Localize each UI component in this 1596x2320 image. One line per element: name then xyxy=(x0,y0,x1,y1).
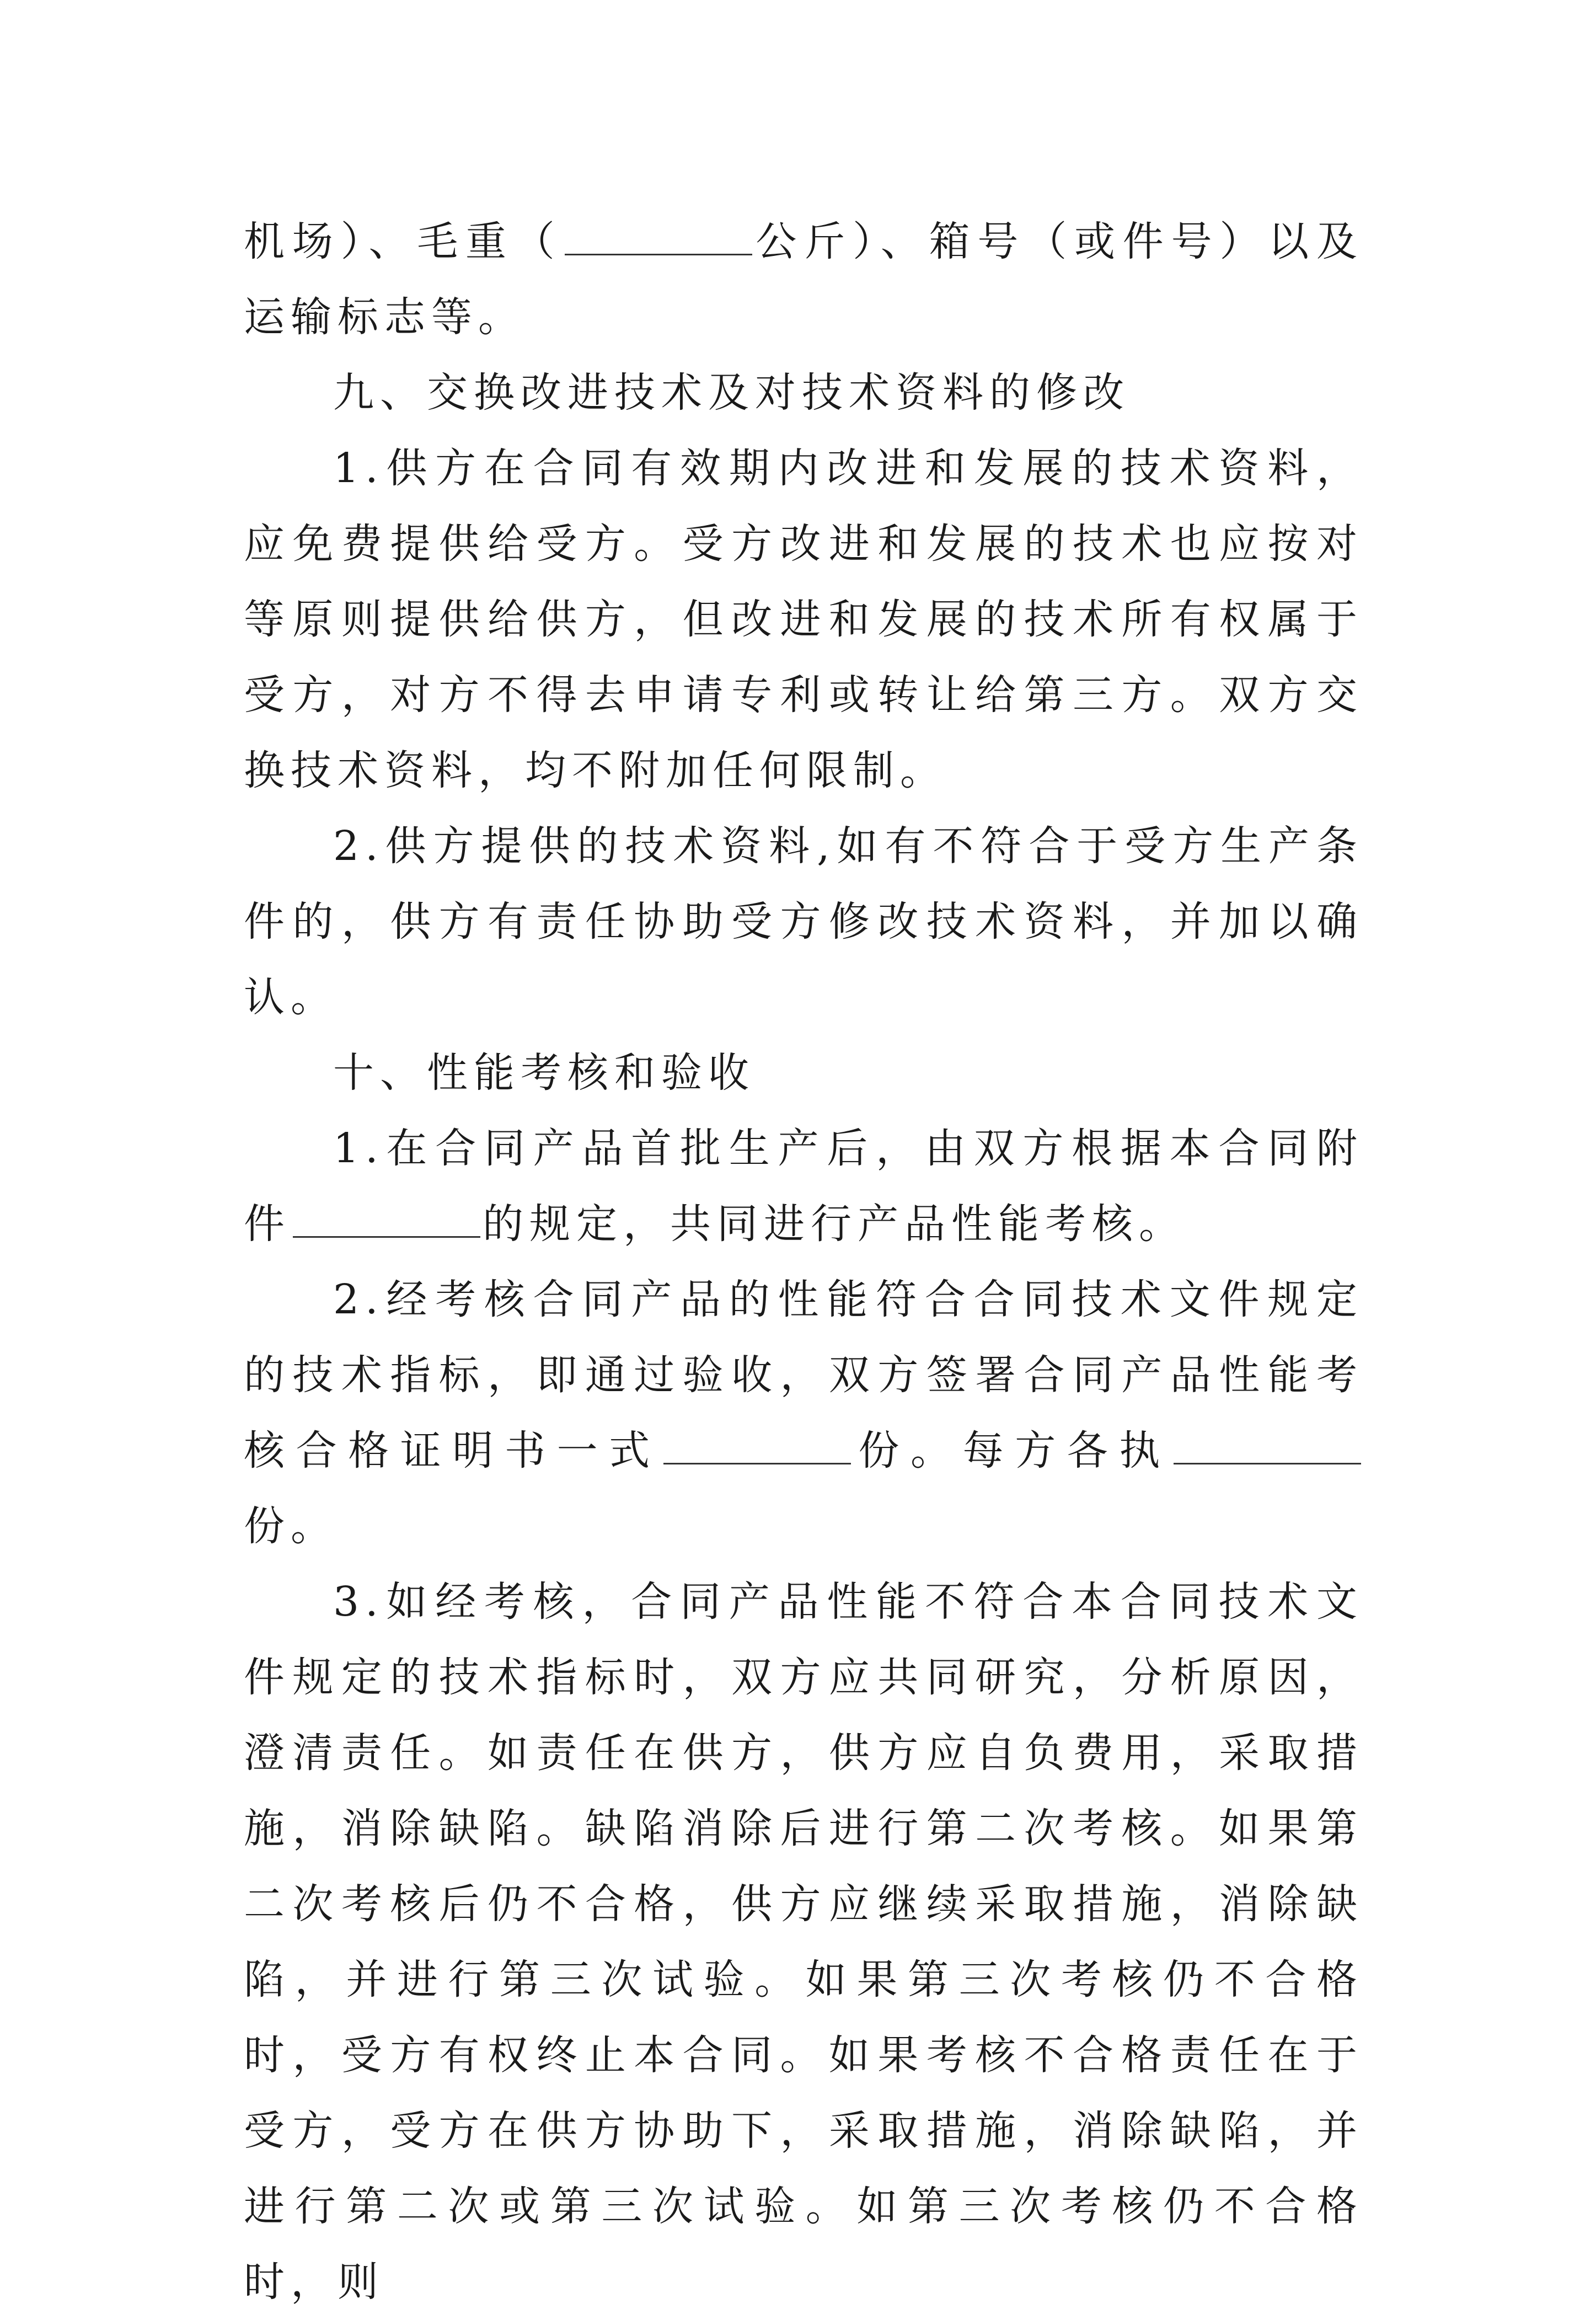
text-segment: 的规定，共同进行产品性能考核。 xyxy=(483,1200,1186,1248)
clause-9-1: 1.供方在合同有效期内改进和发展的技术资料，应免费提供给受方。受方改进和发展的技术也应按对等原则提供给供方，但改进和发展的技术所有权属于受方，对方不得去申请专利或转让给第三方。双方交换技术资料，均不附加任何限制。 xyxy=(244,445,1363,794)
section-heading-ten: 十、性能考核和验收 xyxy=(333,1049,755,1097)
text-segment: 机场）、毛重（ xyxy=(244,218,563,265)
clause-10-1 xyxy=(244,1111,1363,1262)
text-segment: 公斤）、箱号（或件号）以及运输标志等。 xyxy=(244,218,1364,341)
clause-9-2: 2.供方提供的技术资料,如有不符合于受方生产条件的，供方有责任协助受方修改技术资料，并加以确认。 xyxy=(244,822,1363,1021)
fill-in-blank-copies-total xyxy=(663,1426,851,1464)
section-heading-nine: 九、交换改进技术及对技术资料的修改 xyxy=(333,369,1130,416)
fill-in-blank-weight xyxy=(565,217,752,255)
paragraph-shipping-marks xyxy=(244,204,1363,355)
fill-in-blank-appendix xyxy=(293,1199,480,1238)
clause-10-2 xyxy=(244,1262,1363,1564)
text-segment: 份。 xyxy=(244,1503,338,1550)
fill-in-blank-copies-each xyxy=(1174,1426,1361,1464)
text-segment: 1.在合同产品首批生产后，由双方根据本合同附件 xyxy=(244,1125,1363,1248)
text-segment: 份。每方各执 xyxy=(853,1427,1172,1474)
text-segment: 2.经考核合同产品的性能符合合同技术文件规定的技术指标，即通过验收，双方签署合同产品性能考核合格证明书一式 xyxy=(244,1276,1363,1474)
clause-10-3: 3.如经考核，合同产品性能不符合本合同技术文件规定的技术指标时，双方应共同研究，分析原因，澄清责任。如责任在供方，供方应自负费用，采取措施，消除缺陷。缺陷消除后进行第二次考核。如果第二次考核后仍不合格，供方应继续采取措施，消除缺陷，并进行第三次试验。如果第三次考核仍不合格时，受方有权终止本合同。如果考核不合格责任在于受方，受方在供方协助下，采取措施，消除缺陷，并进行第二次或第三次试验。如第三次考核仍不合格时，则 xyxy=(244,1578,1363,2306)
contract-body xyxy=(244,204,1363,2320)
